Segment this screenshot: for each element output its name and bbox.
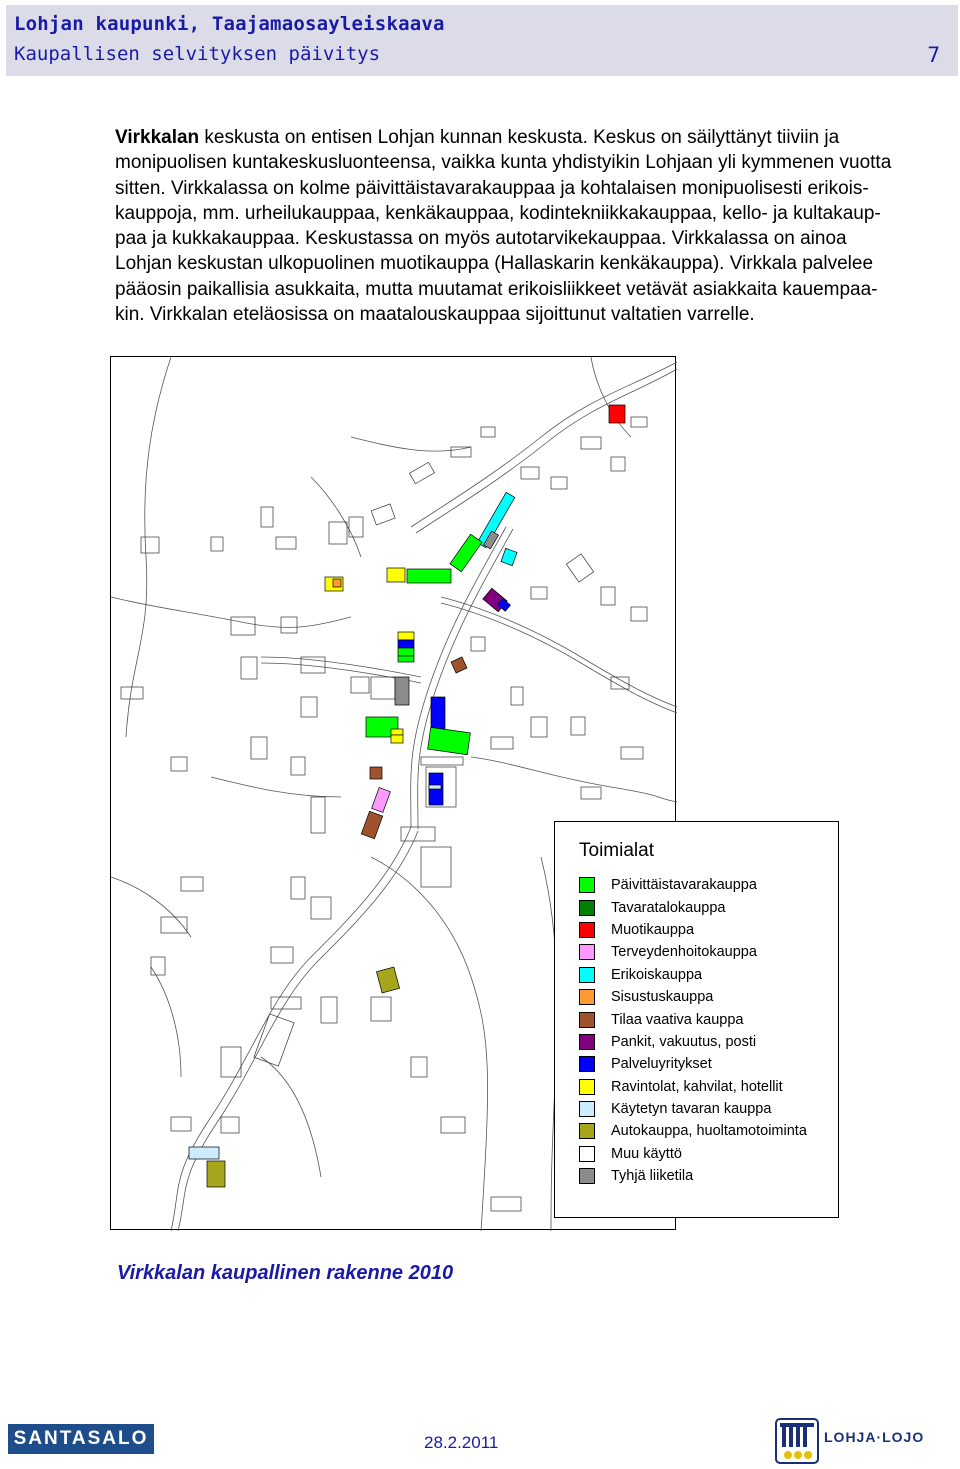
legend-label: Tavaratalokauppa [611,899,726,916]
legend-swatch [579,1034,595,1050]
body-paragraph [115,125,960,327]
legend-label: Ravintolat, kahvilat, hotellit [611,1078,783,1095]
lohja-logo [774,1417,960,1467]
legend-swatch [579,877,595,893]
legend-swatch [579,1012,595,1028]
page-number: 7 [927,43,940,67]
legend-swatch [579,1168,595,1184]
legend-item [579,1008,807,1030]
paragraph-line: monipuolisen kuntakeskusluonteensa, vaikka kunta yhdistyikin Lohjaan yli kymmenen vuotta [115,152,892,174]
legend-item [579,1031,807,1053]
legend-item [579,1143,807,1165]
legend-item [579,874,807,896]
legend-swatch [579,967,595,983]
paragraph-line: Virkkalan keskusta on entisen Lohjan kunnan keskusta. Keskus on säilyttänyt tiiviin ja [115,127,840,148]
legend-item [579,1165,807,1187]
legend-label: Sisustuskauppa [611,989,714,1006]
legend-item [579,1098,807,1120]
santasalo-wordmark: SANTASALO [13,1428,149,1449]
paragraph-line: Lohjan keskustan ulkopuolinen muotikauppa (Hallaskarin kenkäkauppa). Virkkala palvelee [115,253,874,275]
paragraph-line: sitten. Virkkalassa on kolme päivittäistavarakauppaa ja kohtalaisen monipuolisesti erikois- [115,177,869,199]
map-legend [554,821,839,1218]
legend-item [579,986,807,1008]
footer-date: 28.2.2011 [424,1433,499,1452]
legend-label: Muu käyttö [611,1145,682,1162]
legend-label: Käytetyn tavaran kauppa [611,1101,772,1118]
lohja-crest-icon [774,1417,820,1465]
legend-item [579,896,807,918]
legend-item [579,964,807,986]
paragraph-line: kauppoja, mm. urheilukauppaa, kenkäkauppaa, kodintekniikkakauppaa, kello- ja kultakaup- [115,202,881,224]
legend-item [579,919,807,941]
legend-label: Erikoiskauppa [611,966,703,983]
santasalo-logo [8,1424,154,1454]
paragraph-line: kin. Virkkalan eteläosissa on maatalouskauppaa sijoittunut valtatien varrelle. [115,304,755,326]
map [110,356,807,1230]
paragraph-line: paa ja kukkakauppaa. Keskustassa on myös autotarvikekauppaa. Virkkalassa on ainoa [115,228,847,250]
document-title: Lohjan kaupunki, Taajamaosayleiskaava [14,13,445,35]
legend-label: Palveluyritykset [611,1056,712,1073]
legend-label: Tyhjä liiketila [611,1168,694,1185]
legend-label: Terveydenhoitokauppa [611,944,757,961]
legend-label: Pankit, vakuutus, posti [611,1033,757,1050]
legend-label: Autokauppa, huoltamotoiminta [611,1123,807,1140]
legend-title: Toimialat [579,840,654,861]
legend-swatch [579,944,595,960]
header-band [6,5,958,76]
legend-item [579,1053,807,1075]
legend-swatch [579,989,595,1005]
legend-label: Päivittäistavarakauppa [611,877,757,894]
legend-swatch [579,1146,595,1162]
legend-item [579,1076,807,1098]
legend-swatch [579,1123,595,1139]
bold-lead: Virkkalan [115,127,200,148]
legend-label: Muotikauppa [611,921,695,938]
legend-swatch [579,922,595,938]
legend-label: Tilaa vaativa kauppa [611,1011,744,1028]
figure-caption: Virkkalan kaupallinen rakenne 2010 [117,1262,454,1284]
legend-swatch [579,1056,595,1072]
legend-list [579,874,807,1187]
legend-item [579,941,807,963]
lohja-wordmark: LOHJA·LOJO [824,1429,925,1445]
legend-swatch [579,1079,595,1095]
document-subtitle: Kaupallisen selvityksen päivitys [14,43,381,65]
legend-swatch [579,900,595,916]
paragraph-line: pääosin paikallisia asukkaita, mutta muutamat erikoisliikkeet vetävät asiakkaita kauempaa- [115,278,878,300]
legend-item [579,1120,807,1142]
legend-swatch [579,1101,595,1117]
